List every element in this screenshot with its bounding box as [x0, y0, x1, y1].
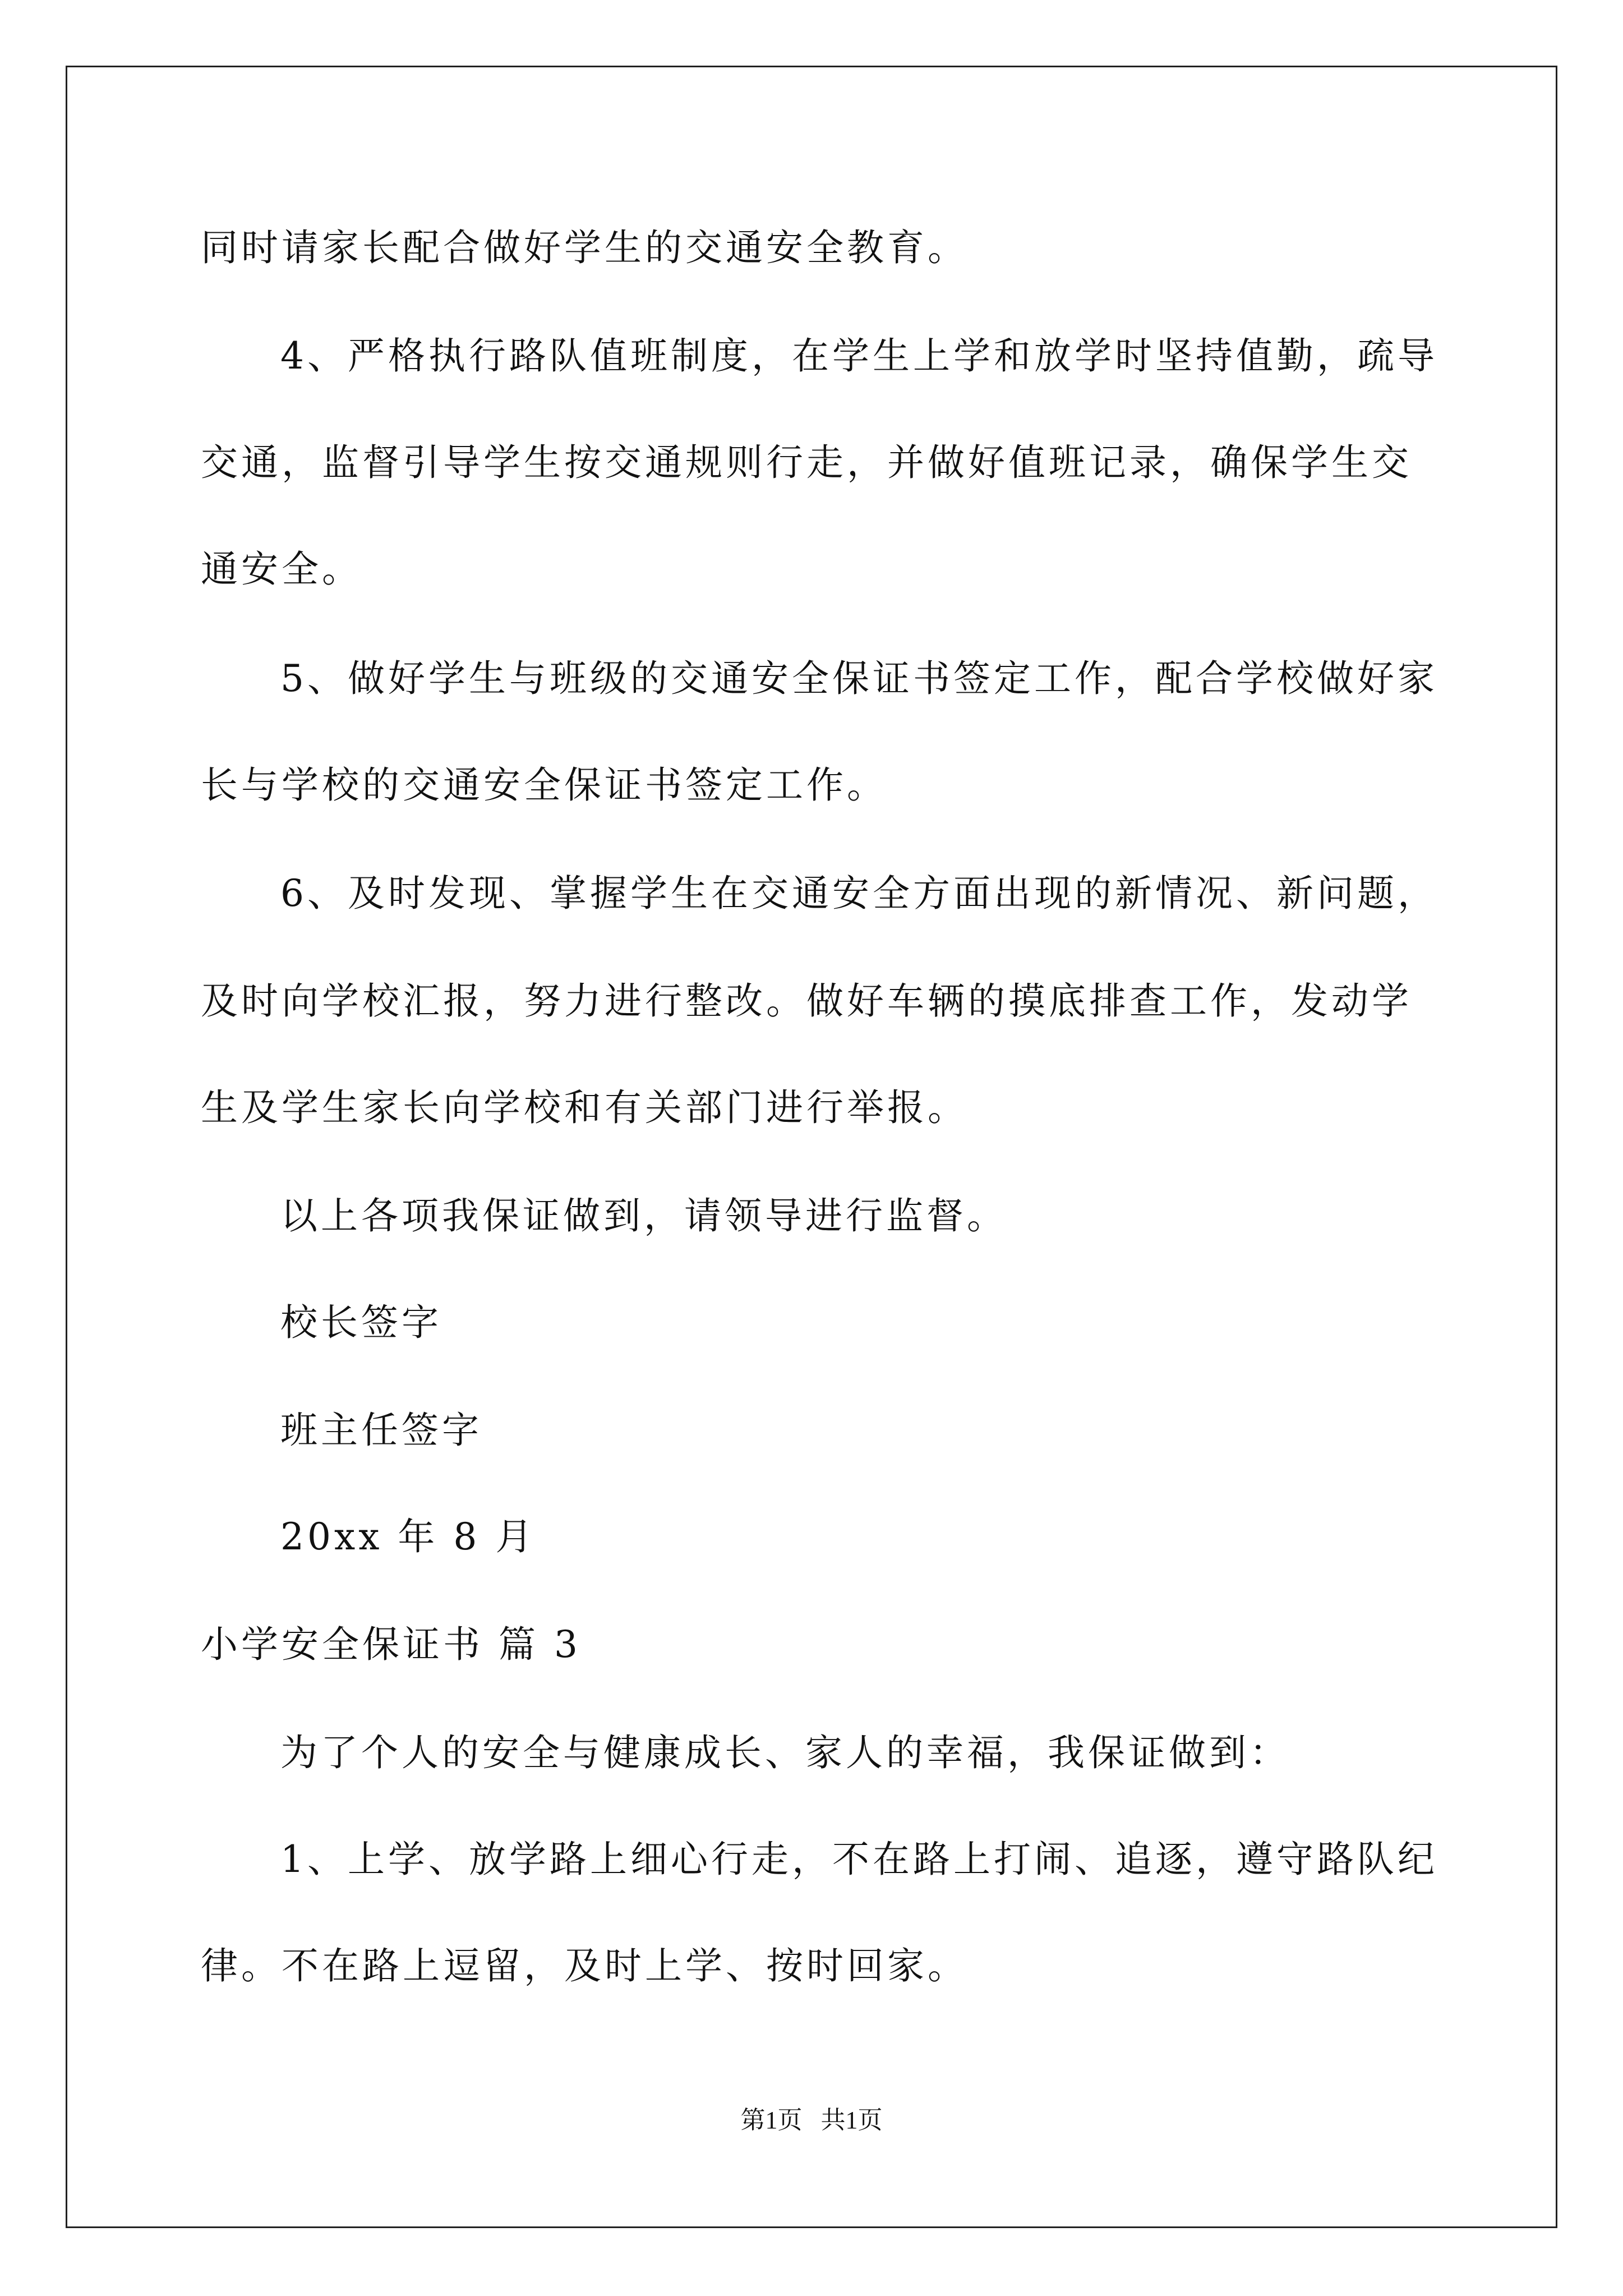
section-heading: 小学安全保证书 篇 3 — [201, 1623, 581, 1666]
text-line-7: 6、及时发现、掌握学生在交通安全方面出现的新情况、新问题， — [280, 872, 1438, 915]
text-line-13: 20xx 年 8 月 — [280, 1515, 536, 1558]
text-line-3: 交通，监督引导学生按交通规则行走，并做好值班记录，确保学生交 — [201, 441, 1412, 484]
text-line-4: 通安全。 — [201, 547, 362, 591]
text-line-17: 律。不在路上逗留，及时上学、按时回家。 — [201, 1944, 968, 1987]
text-line-15: 为了个人的安全与健康成长、家人的幸福，我保证做到： — [280, 1731, 1290, 1774]
text-line-8: 及时向学校汇报，努力进行整改。做好车辆的摸底排查工作，发动学 — [201, 979, 1412, 1023]
text-line-1: 同时请家长配合做好学生的交通安全教育。 — [201, 226, 968, 269]
text-line-16: 1、上学、放学路上细心行走，不在路上打闹、追逐，遵守路队纪 — [280, 1838, 1438, 1881]
text-line-12: 班主任签字 — [280, 1409, 482, 1452]
text-line-11: 校长签字 — [280, 1301, 442, 1344]
page-border — [66, 66, 1557, 2228]
text-line-2: 4、严格执行路队值班制度，在学生上学和放学时坚持值勤，疏导 — [280, 334, 1438, 378]
text-line-9: 生及学生家长向学校和有关部门进行举报。 — [201, 1086, 968, 1129]
page-footer: 第1页 共1页 — [740, 2106, 883, 2134]
text-line-5: 5、做好学生与班级的交通安全保证书签定工作，配合学校做好家 — [280, 657, 1438, 700]
text-line-10: 以上各项我保证做到，请领导进行监督。 — [280, 1194, 1007, 1237]
text-line-6: 长与学校的交通安全保证书签定工作。 — [201, 763, 887, 807]
